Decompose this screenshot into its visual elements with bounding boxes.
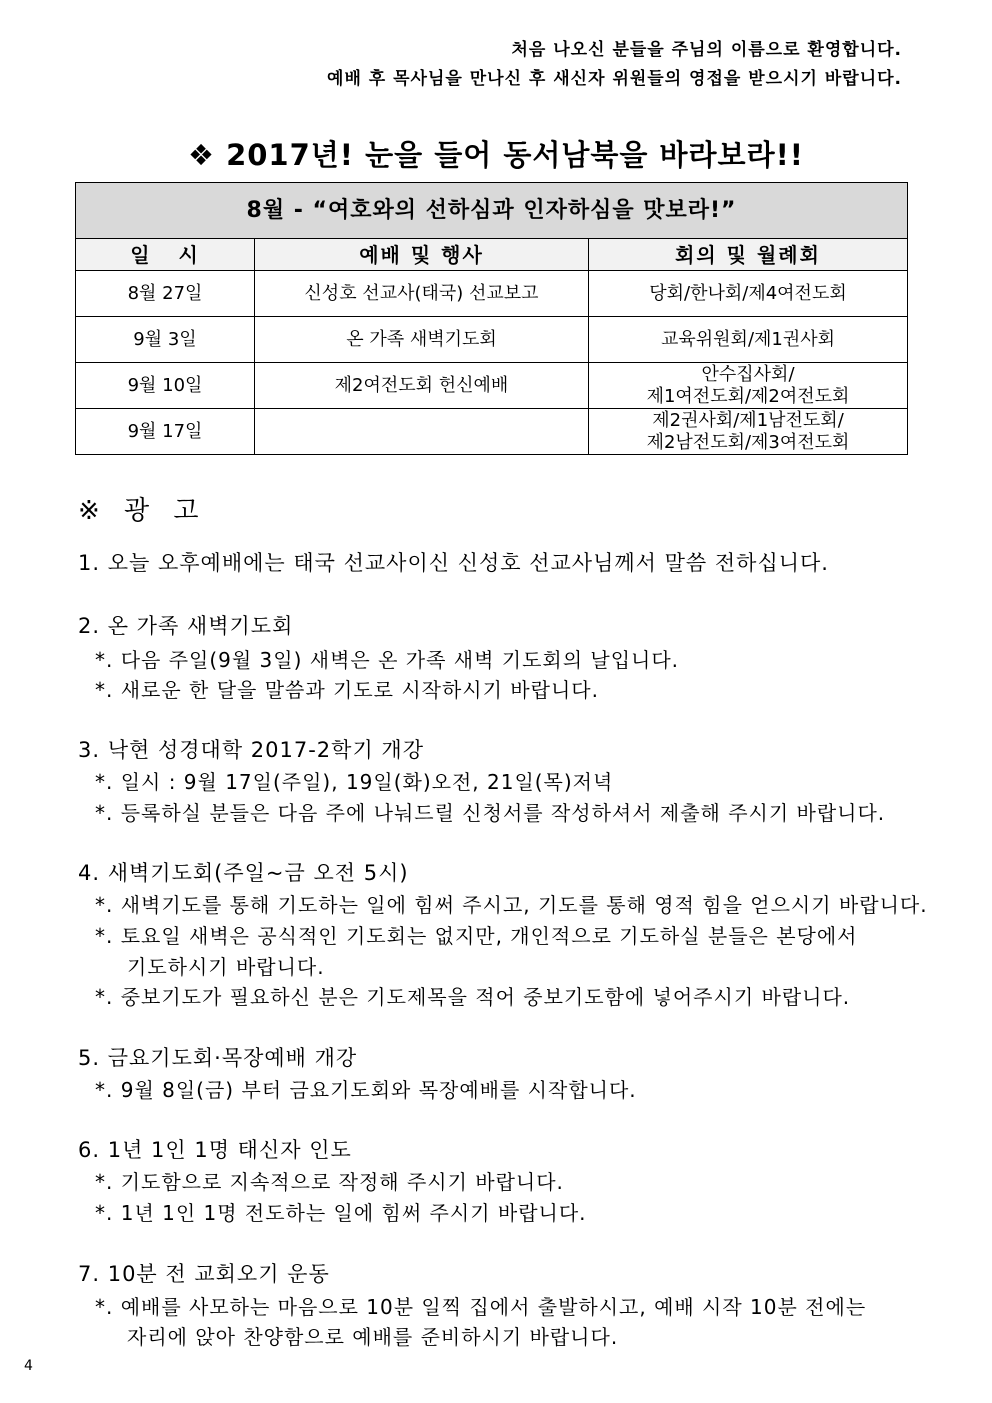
theme-text: 2017년! 눈을 들어 동서남북을 바라보라!! [226, 138, 805, 172]
schedule-table [75, 182, 908, 455]
notice-6-bullet-1: *. 기도함으로 지속적으로 작정해 주시기 바랍니다. [95, 1170, 564, 1194]
notice-3-bullet-2: *. 등록하실 분들은 다음 주에 나눠드릴 신청서를 작성하셔서 제출해 주시기 바랍니다. [95, 801, 886, 825]
table-row [76, 409, 908, 455]
row-meeting [589, 409, 908, 455]
row-meeting-line: 제1여전도회/제2여전도회 [646, 385, 850, 407]
month-title-row [76, 183, 908, 239]
header-date: 일 시 [76, 239, 255, 271]
table-header-row [76, 239, 908, 271]
header-meeting: 회의 및 월례회 [589, 239, 908, 271]
notice-7-title: 7. 10분 전 교회오기 운동 [78, 1262, 330, 1286]
row-event [255, 409, 589, 455]
notice-7-bullet-1-continued: 자리에 앉아 찬양함으로 예배를 준비하시기 바랍니다. [127, 1325, 619, 1349]
row-date: 9월 3일 [76, 317, 255, 363]
yearly-theme [0, 133, 992, 174]
row-meeting [589, 271, 908, 317]
notice-5-bullet-1: *. 9월 8일(금) 부터 금요기도회와 목장예배를 시작합니다. [95, 1078, 637, 1102]
notice-7-bullet-1: *. 예배를 사모하는 마음으로 10분 일찍 집에서 출발하시고, 예배 시작 10분 전에는 [95, 1295, 867, 1319]
notice-4-title: 4. 새벽기도회(주일~금 오전 5시) [78, 861, 409, 885]
table-row [76, 271, 908, 317]
row-meeting-line: 제2남전도회/제3여전도회 [646, 431, 850, 453]
row-meeting-line: 당회/한나회/제4여전도회 [649, 282, 847, 304]
welcome-message [327, 36, 902, 94]
page-number: 4 [24, 1358, 33, 1374]
row-event: 온 가족 새벽기도회 [255, 317, 589, 363]
notice-4-bullet-1: *. 새벽기도를 통해 기도하는 일에 힘써 주시고, 기도를 통해 영적 힘을 얻으시기 바랍니다. [95, 893, 928, 917]
notice-2-bullet-2: *. 새로운 한 달을 말씀과 기도로 시작하시기 바랍니다. [95, 678, 599, 702]
row-meeting-line: 안수집사회/ [701, 363, 795, 385]
table-row [76, 363, 908, 409]
notice-3-title: 3. 낙현 성경대학 2017-2학기 개강 [78, 738, 424, 762]
notices-heading: ※ 광 고 [78, 496, 207, 526]
row-meeting [589, 317, 908, 363]
month-title: 8월 - “여호와의 선하심과 인자하심을 맛보라!” [76, 183, 908, 239]
row-meeting-line: 교육위원회/제1권사회 [661, 328, 836, 350]
notice-4-bullet-2-continued: 기도하시기 바랍니다. [127, 955, 325, 979]
notice-6-title: 6. 1년 1인 1명 태신자 인도 [78, 1138, 352, 1162]
notice-3-bullet-1: *. 일시 : 9월 17일(주일), 19일(화)오전, 21일(목)저녁 [95, 770, 614, 794]
welcome-line-2: 예배 후 목사님을 만나신 후 새신자 위원들의 영접을 받으시기 바랍니다. [327, 69, 902, 89]
row-date: 9월 17일 [76, 409, 255, 455]
row-meeting-line: 제2권사회/제1남전도회/ [652, 409, 844, 431]
welcome-line-1: 처음 나오신 분들을 주님의 이름으로 환영합니다. [511, 40, 902, 60]
row-event: 신성호 선교사(태국) 선교보고 [255, 271, 589, 317]
notice-4-bullet-2: *. 토요일 새벽은 공식적인 기도회는 없지만, 개인적으로 기도하실 분들은 본당에서 [95, 924, 858, 948]
notice-4-bullet-3: *. 중보기도가 필요하신 분은 기도제목을 적어 중보기도함에 넣어주시기 바랍니다. [95, 985, 851, 1009]
notice-2-title: 2. 온 가족 새벽기도회 [78, 614, 294, 638]
notice-6-bullet-2: *. 1년 1인 1명 전도하는 일에 힘써 주시기 바랍니다. [95, 1201, 587, 1225]
row-date: 8월 27일 [76, 271, 255, 317]
row-meeting [589, 363, 908, 409]
table-row [76, 317, 908, 363]
notice-1-title: 1. 오늘 오후예배에는 태국 선교사이신 신성호 선교사님께서 말씀 전하십니다. [78, 551, 829, 575]
row-date: 9월 10일 [76, 363, 255, 409]
notice-2-bullet-1: *. 다음 주일(9월 3일) 새벽은 온 가족 새벽 기도회의 날입니다. [95, 648, 680, 672]
row-event: 제2여전도회 헌신예배 [255, 363, 589, 409]
header-event: 예배 및 행사 [255, 239, 589, 271]
notice-5-title: 5. 금요기도회·목장예배 개강 [78, 1046, 358, 1070]
diamond-icon: ❖ [187, 138, 215, 172]
